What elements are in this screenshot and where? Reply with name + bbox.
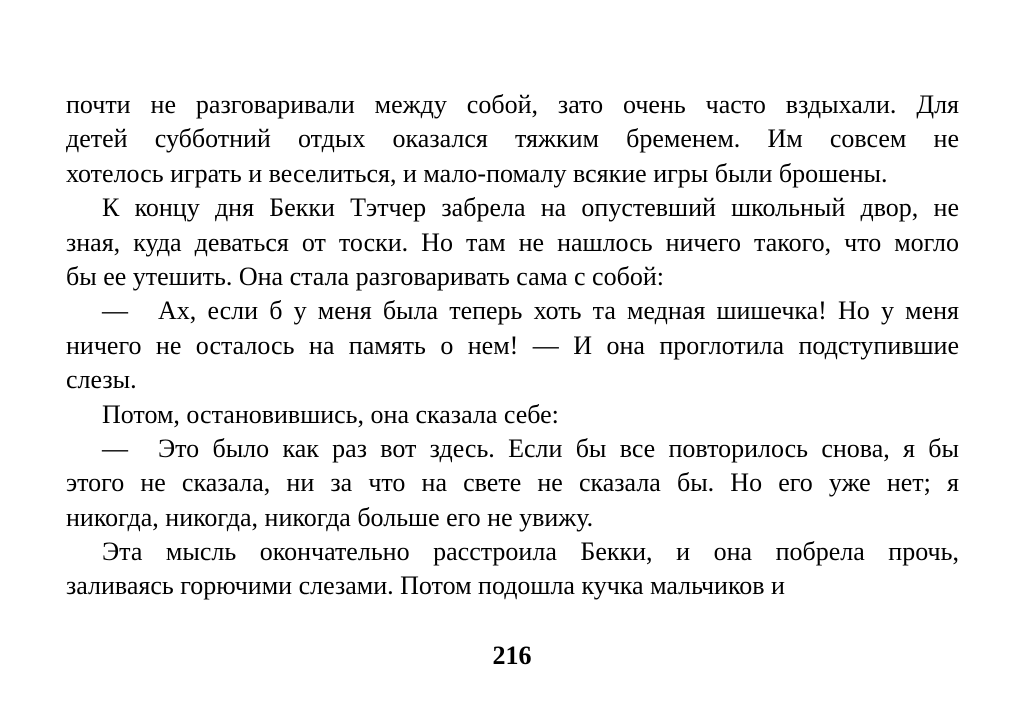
- dialogue-line: [66, 432, 959, 466]
- text-line: зная, куда деваться от тоски. Но там не нашлось ничего такого, что могло: [66, 227, 959, 257]
- text-line: ничего не осталось на память о нем! — И она проглотила подступившие: [66, 330, 959, 360]
- text-line: слезы.: [66, 365, 137, 395]
- dialogue-dash: —: [102, 433, 128, 463]
- text-line: почти не разговаривали между собой, зато очень часто вздыхали. Для: [66, 90, 959, 119]
- text-line: бы ее утешить. Она стала разговаривать сама с собой:: [66, 261, 664, 291]
- page-number: 216: [492, 641, 532, 670]
- text-line: детей субботний отдых оказался тяжким бременем. Им совсем не: [66, 124, 959, 154]
- dialogue-dash: —: [102, 296, 128, 326]
- dialogue-text: Это было как раз вот здесь. Если бы все повторилось снова, я бы: [158, 433, 959, 463]
- text-line: никогда, никогда, никогда больше его не увижу.: [66, 502, 594, 532]
- text-line: заливаясь горючими слезами. Потом подошла кучка мальчиков и: [66, 571, 785, 601]
- dialogue-text: Ах, если б у меня была теперь хоть та медная шишечка! Но у меня: [158, 296, 959, 326]
- dialogue-line: [66, 294, 959, 328]
- text-line: этого не сказала, ни за что на свете не сказала бы. Но его уже нет; я: [66, 468, 959, 498]
- body-text: [66, 88, 959, 604]
- paragraph-first-line: Эта мысль окончательно расстроила Бекки, и она побрела прочь,: [102, 537, 959, 567]
- text-line: хотелось играть и веселиться, и мало-помалу всякие игры были брошены.: [66, 158, 888, 188]
- paragraph-first-line: Потом, остановившись, она сказала себе:: [102, 399, 559, 429]
- paragraph-first-line: К концу дня Бекки Тэтчер забрела на опустевший школьный двор, не: [102, 193, 959, 223]
